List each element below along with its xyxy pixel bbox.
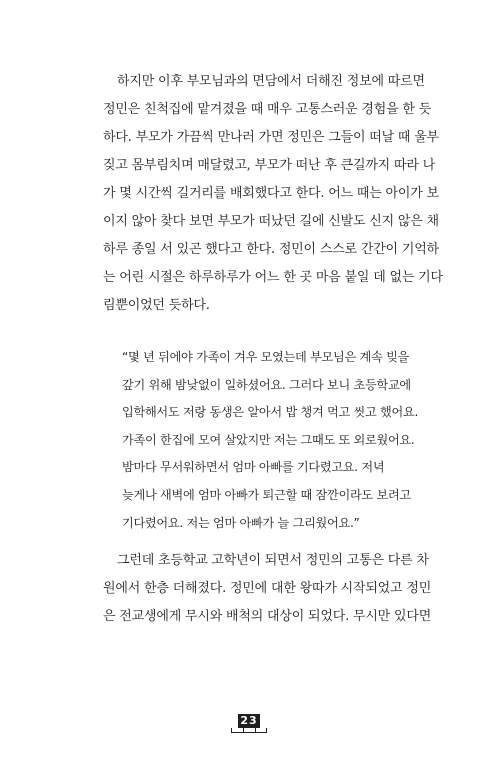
text-line: 는 어린 시절은 하루하루가 어느 한 곳 마음 붙일 데 없는 기다 bbox=[103, 270, 443, 285]
body-paragraph-2 bbox=[103, 547, 432, 631]
quote-block bbox=[122, 344, 422, 537]
text-line: 짖고 몸부림치며 매달렸고, 부모가 떠난 후 큰길까지 따라 나 bbox=[103, 158, 435, 173]
text-line: 가 몇 시간씩 길거리를 배회했다고 한다. 어느 때는 아이가 보 bbox=[103, 186, 439, 201]
text-line: 하루 종일 서 있곤 했다고 한다. 정민이 스스로 간간이 기억하 bbox=[103, 242, 439, 257]
text-line: 그런데 초등학교 고학년이 되면서 정민의 고통은 다른 차 bbox=[117, 553, 429, 568]
quote-line: 갚기 위해 밤낮없이 일하셨어요. 그러다 보니 초등학교에 bbox=[122, 377, 411, 392]
page-number-ornament bbox=[231, 728, 267, 733]
quote-line: 늦게나 새벽에 엄마 아빠가 퇴근할 때 잠깐이라도 보려고 bbox=[122, 487, 411, 502]
body-paragraph-1 bbox=[103, 68, 443, 320]
page-number bbox=[231, 714, 267, 734]
text-line: 은 전교생에게 무시와 배척의 대상이 되었다. 무시만 있다면 bbox=[103, 609, 432, 624]
text-line: 하다. 부모가 가끔씩 만나러 가면 정민은 그들이 떠날 때 울부 bbox=[103, 130, 439, 145]
quote-line: 기다렸어요. 저는 엄마 아빠가 늘 그리웠어요.” bbox=[122, 515, 360, 530]
quote-line: 가족이 한집에 모여 살았지만 저는 그때도 또 외로웠어요. bbox=[122, 432, 415, 447]
text-line: 림뿐이었던 듯하다. bbox=[103, 298, 210, 313]
text-line: 이지 않아 찾다 보면 부모가 떠났던 길에 신발도 신지 않은 채 bbox=[103, 214, 439, 229]
text-line: 정민은 친척집에 맡겨졌을 때 매우 고통스러운 경험을 한 듯 bbox=[103, 102, 432, 117]
quote-line: “몇 년 뒤에야 가족이 겨우 모였는데 부모님은 계속 빚을 bbox=[122, 350, 410, 364]
page-number-label: 23 bbox=[238, 714, 260, 728]
quote-line: 밤마다 무서워하면서 엄마 아빠를 기다렸고요. 저녁 bbox=[122, 460, 385, 475]
text-line: 원에서 한층 더해졌다. 정민에 대한 왕따가 시작되었고 정민 bbox=[103, 581, 432, 596]
text-line: 하지만 이후 부모님과의 면담에서 더해진 정보에 따르면 bbox=[117, 74, 425, 89]
quote-line: 입학해서도 저랑 동생은 알아서 밥 챙겨 먹고 씻고 했어요. bbox=[122, 405, 419, 420]
